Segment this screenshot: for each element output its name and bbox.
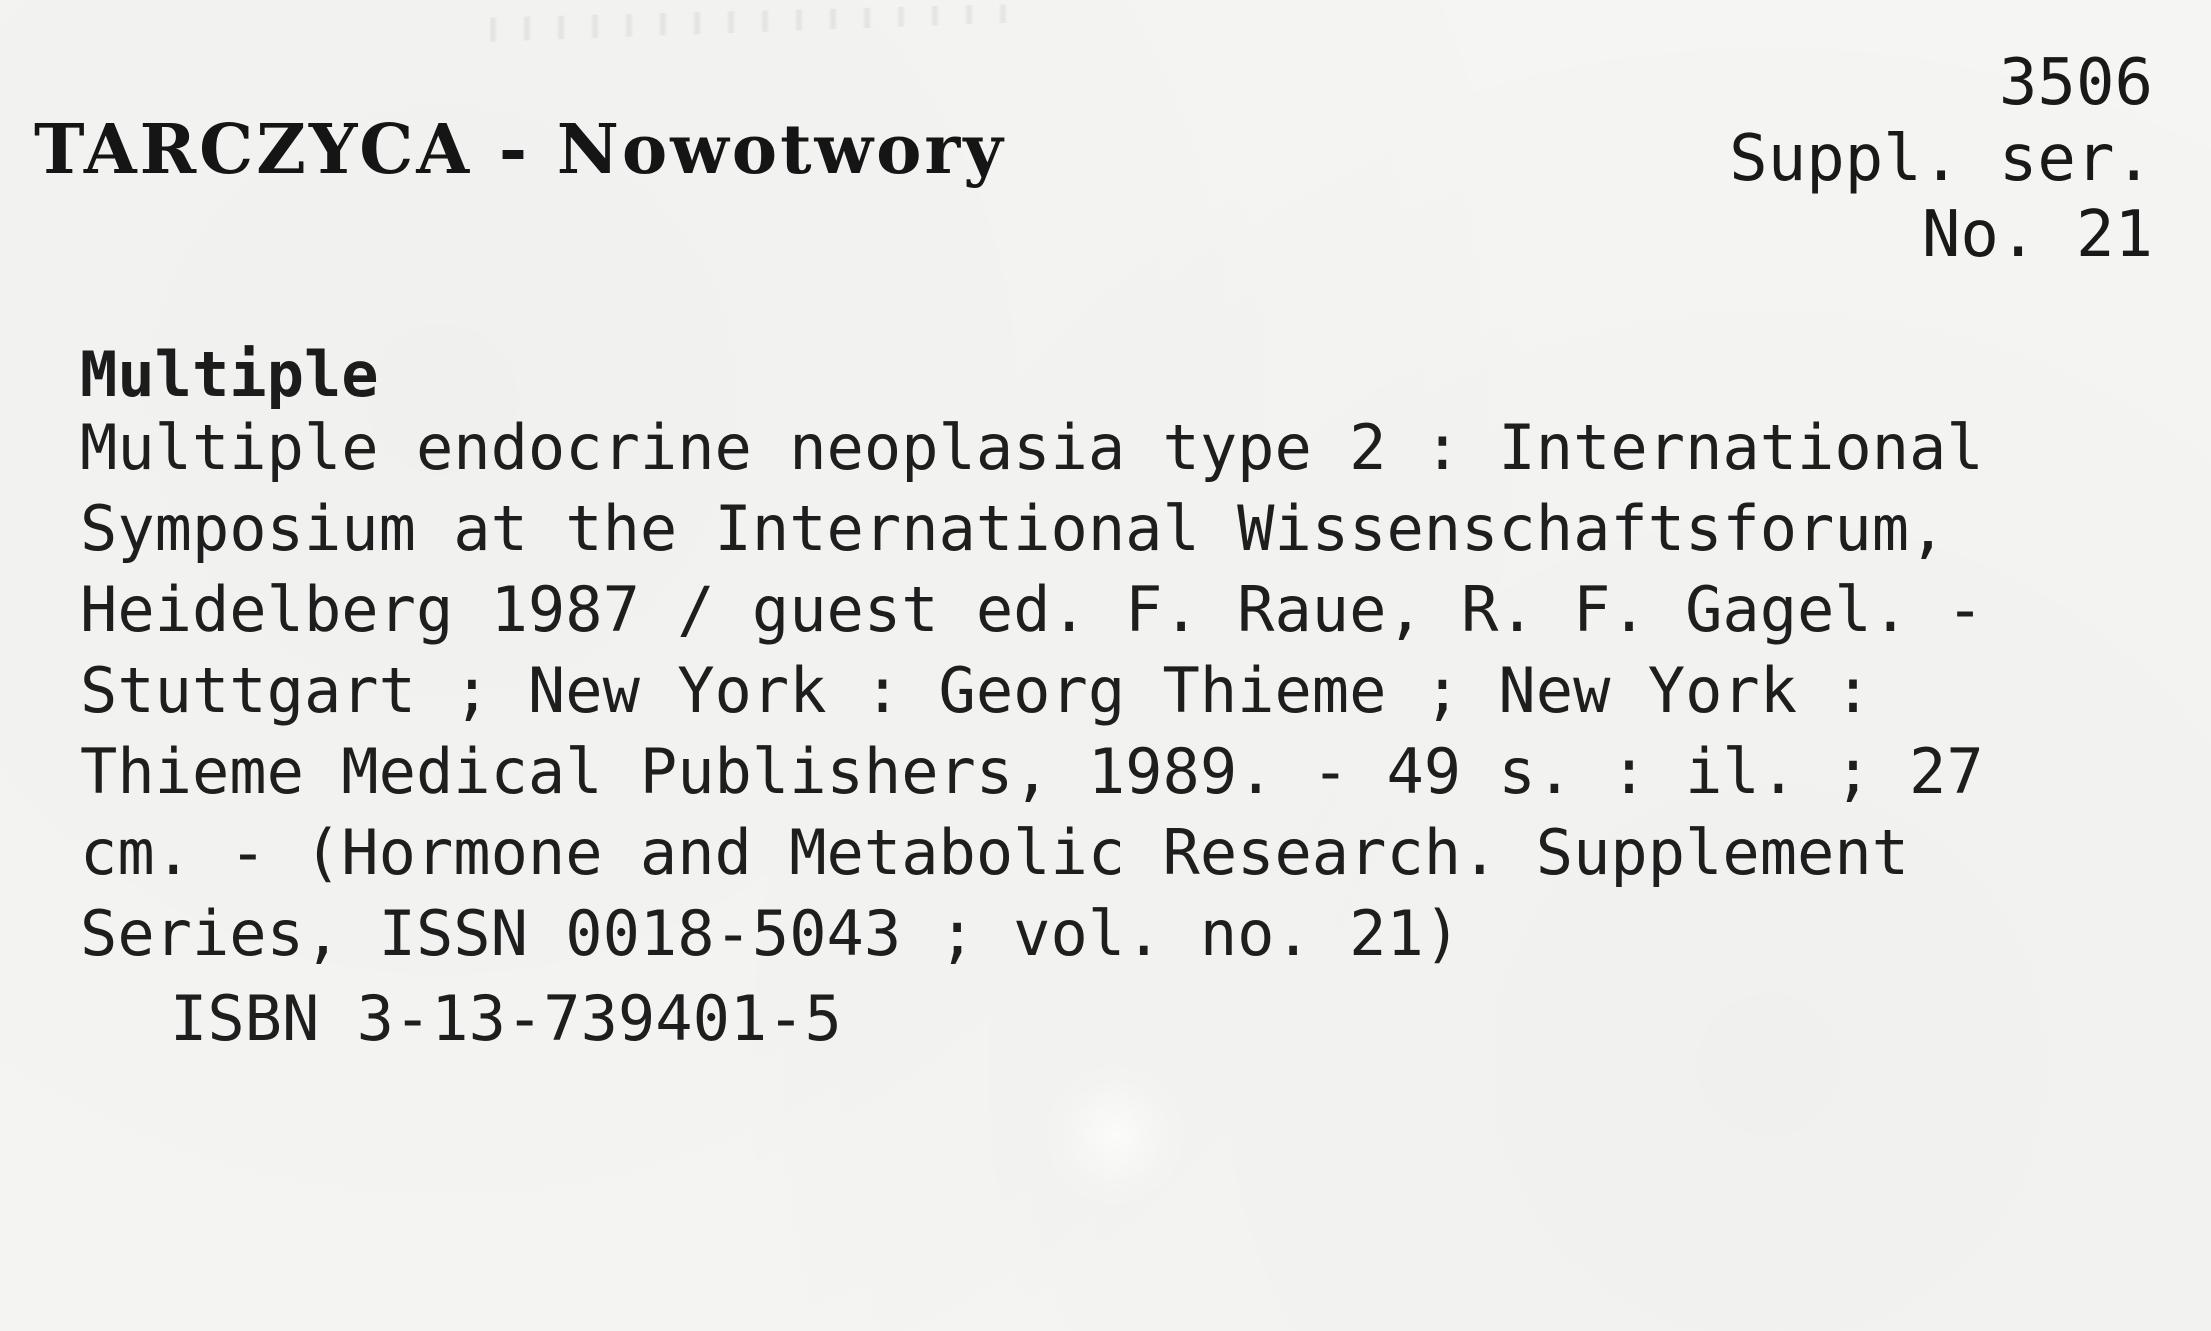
entry-heading: Multiple: [80, 338, 379, 411]
description-line-1: Multiple endocrine neoplasia type 2 : International: [80, 411, 1984, 484]
paper-stain: [1030, 1060, 1200, 1210]
bibliographic-description: [80, 407, 1984, 974]
description-line-4: Stuttgart ; New York : Georg Thieme ; New York :: [80, 654, 1872, 727]
stamp-smudge: [490, 4, 1010, 58]
call-number-line-1: 3506: [1998, 46, 2153, 120]
description-line-5: Thieme Medical Publishers, 1989. - 49 s. : il. ; 27: [80, 735, 1984, 808]
call-number-line-3: No. 21: [1921, 198, 2153, 272]
isbn-line: ISBN 3-13-739401-5: [170, 982, 842, 1055]
description-line-7: Series, ISSN 0018-5043 ; vol. no. 21): [80, 897, 1462, 970]
call-number: [1729, 45, 2153, 273]
description-line-2: Symposium at the International Wissenschaftsforum,: [80, 492, 1947, 565]
call-number-line-2: Suppl. ser.: [1729, 122, 2153, 196]
description-line-3: Heidelberg 1987 / guest ed. F. Raue, R. F. Gagel. -: [80, 573, 1984, 646]
description-line-6: cm. - (Hormone and Metabolic Research. Supplement: [80, 816, 1910, 889]
subject-heading: TARCZYCA - Nowotwory: [34, 110, 1006, 190]
